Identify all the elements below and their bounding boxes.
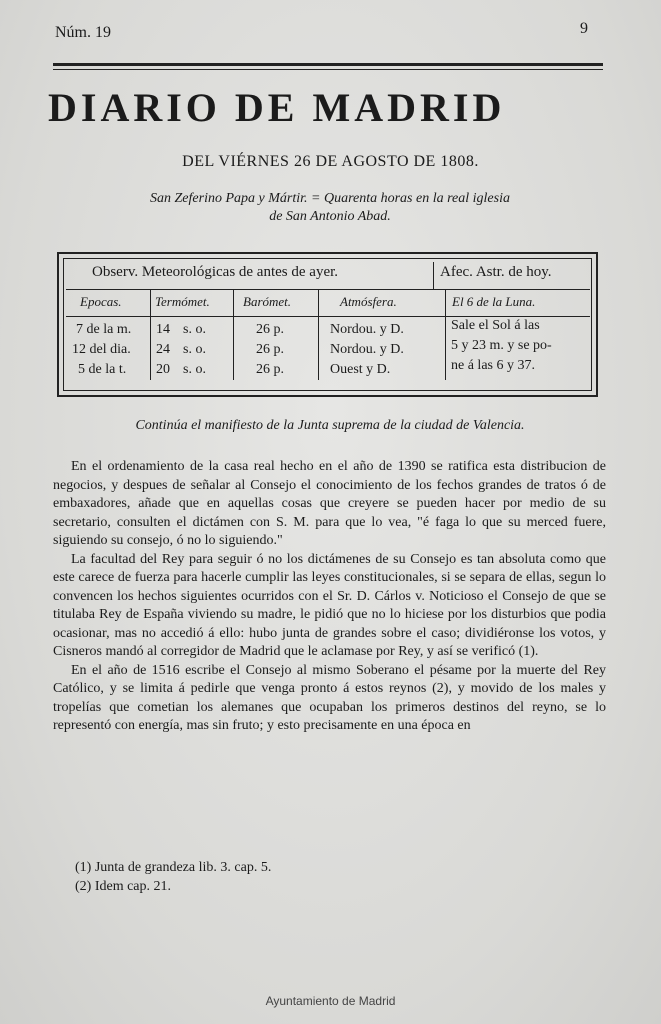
luna-line-3: ne á las 6 y 37. <box>451 358 535 373</box>
luna-line-2: 5 y 23 m. y se po- <box>451 338 552 353</box>
saints-line-2: de San Antonio Abad. <box>269 209 391 224</box>
row-1-epoca: 7 de la m. <box>76 322 132 337</box>
article-paragraph: En el año de 1516 escribe el Consejo al mismo Soberano el pésame por la muerte del Rey Católico, y se limita á pedirle que venga pronto á estos reynos (2), y movido de los males y tropelías que cometian los alemanes que ocupaban los primeros destinos del reyno, se lo representó con energía, mas sin fruto; y esto precisamente en una época en <box>53 662 606 733</box>
col-divider-3 <box>318 290 319 380</box>
row-3-termometro: 20 <box>156 362 170 377</box>
row-2-termometro: 24 <box>156 342 170 357</box>
row-1-atmosfera: Nordou. y D. <box>330 322 404 337</box>
col-divider-1 <box>150 290 151 380</box>
issue-number: Núm. 19 <box>55 24 111 41</box>
col-header-termometro: Termómet. <box>155 294 210 309</box>
issue-date: DEL VIÉRNES 26 DE AGOSTO DE 1808. <box>182 153 479 170</box>
row-3-barometro: 26 p. <box>256 362 284 377</box>
article-body <box>53 458 606 736</box>
saints-line-1: San Zeferino Papa y Mártir. = Quarenta horas en la real iglesia <box>150 191 510 206</box>
row-3-atmosfera: Ouest y D. <box>330 362 391 377</box>
title-divider <box>433 262 434 289</box>
article-paragraph: En el ordenamiento de la casa real hecho en el año de 1390 se ratifica esta distribucion de negocios, y despues de señalar al Consejo el conocimiento de los fechos grandes de tratos ó de embaxadores, añade que en aquellas cosas que creyere se pueden hacer por medio de su secretario, consulten el dictámen con S. M. para que lo vea, "é faga lo que su merced fuere, siguiendo su consejo, ó no lo siguiendo." <box>53 459 606 548</box>
header-rule-thin <box>53 69 603 70</box>
col-header-barometro: Barómet. <box>243 294 292 309</box>
row-2-atmosfera: Nordou. y D. <box>330 342 404 357</box>
col-header-atmosfera: Atmósfera. <box>340 294 397 309</box>
col-divider-4 <box>445 290 446 380</box>
masthead-title: DIARIO DE MADRID <box>48 85 506 130</box>
col-header-luna: El 6 de la Luna. <box>452 294 536 309</box>
page-number: 9 <box>580 20 588 37</box>
col-divider-2 <box>233 290 234 380</box>
saints-of-day <box>70 190 590 226</box>
astro-title: Afec. Astr. de hoy. <box>440 264 552 280</box>
row-2-epoca: 12 del dia. <box>72 342 131 357</box>
row-2-signo: s. o. <box>183 342 206 357</box>
article-subtitle: Continúa el manifiesto de la Junta suprema de la ciudad de Valencia. <box>135 418 525 433</box>
footnote-1: (1) Junta de grandeza lib. 3. cap. 5. <box>75 860 272 875</box>
table-rule-top <box>66 289 590 290</box>
luna-line-1: Sale el Sol á las <box>451 318 540 333</box>
footnote-2: (2) Idem cap. 21. <box>75 879 172 894</box>
article-paragraph: La facultad del Rey para seguir ó no los dictámenes de su Consejo es tan absoluta como que este carece de fuerza para hacerle cumplir las leyes constitucionales, si se separa de ellas, segun lo convencen los hechos siguientes ocurridos con el Sr. D. Cárlos v. Noticioso el Consejo de que se titulaba Rey de España viviendo su madre, le pidió que no lo hiciese por los disturbios que podia ocasionar, mas no accedió á ello: hubo junta de grandes sobre el caso; dividiéronse los votos, y Cisneros mandó al corregidor de Madrid que le aclamase por Rey, y así se verificó (1). <box>53 551 606 659</box>
header-rule-thick <box>53 63 603 66</box>
row-1-termometro: 14 <box>156 322 170 337</box>
row-1-barometro: 26 p. <box>256 322 284 337</box>
observations-title: Observ. Meteorológicas de antes de ayer. <box>92 264 339 280</box>
row-1-signo: s. o. <box>183 322 206 337</box>
archive-credit: Ayuntamiento de Madrid <box>265 994 396 1008</box>
col-header-epocas: Epocas. <box>80 294 122 309</box>
row-3-epoca: 5 de la t. <box>78 362 127 377</box>
row-3-signo: s. o. <box>183 362 206 377</box>
row-2-barometro: 26 p. <box>256 342 284 357</box>
